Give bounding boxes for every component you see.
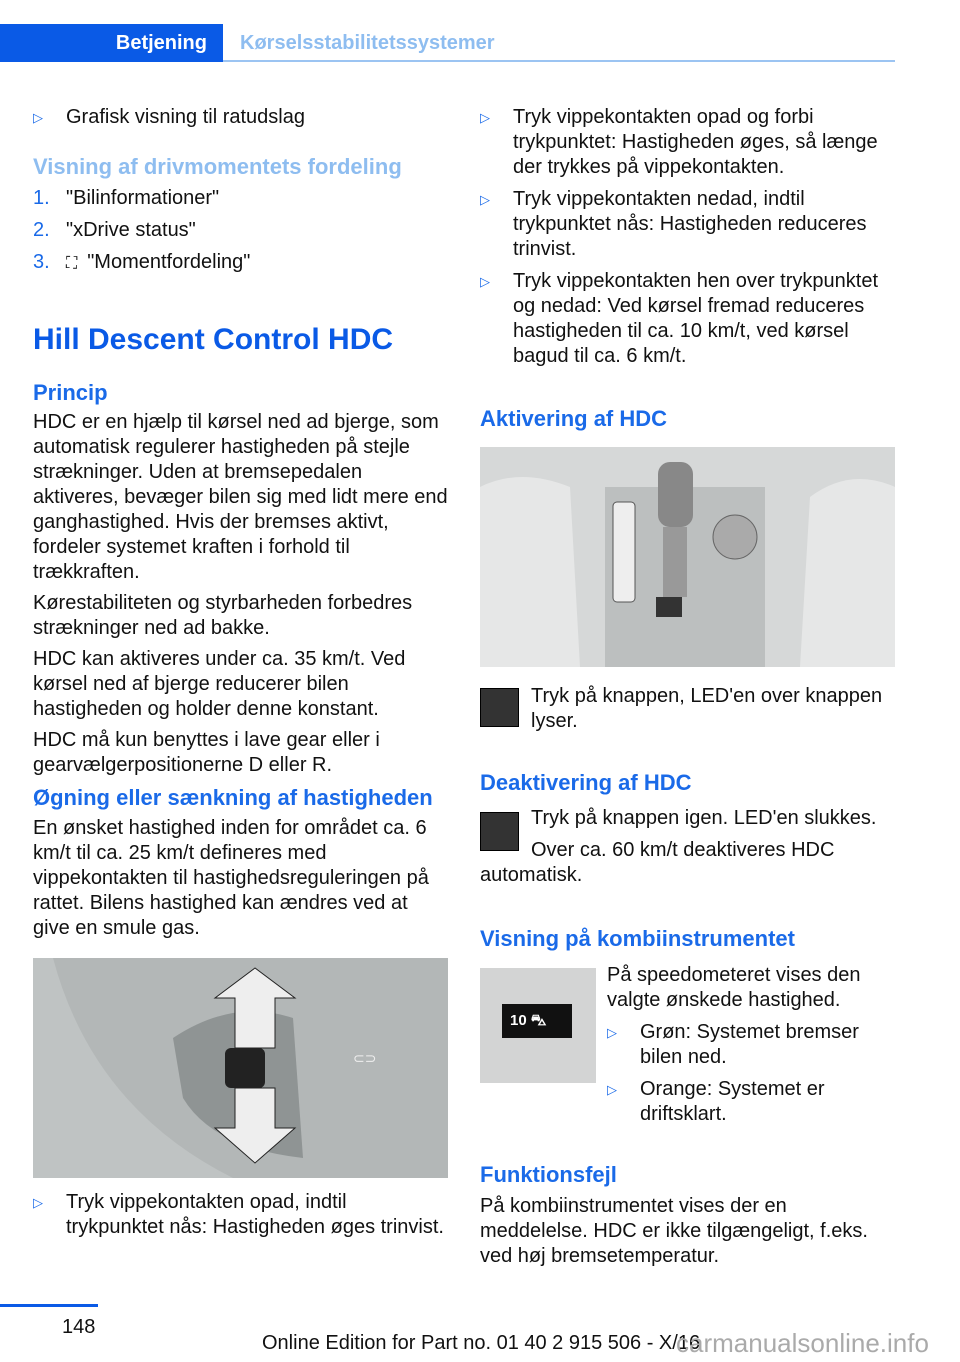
bullet-text: Orange: Systemet er driftsklart. bbox=[640, 1078, 825, 1125]
hdc-button-icon bbox=[480, 812, 519, 851]
triangle-bullet-icon: ▷ bbox=[480, 110, 490, 125]
steering-wheel-illustration bbox=[33, 958, 448, 1178]
subsection-tab: Kørselsstabilitetssystemer bbox=[240, 32, 495, 54]
paragraph: HDC må kun benyttes i lave gear eller i gearvælgerpositionerne D eller R. bbox=[33, 729, 380, 776]
step-text: "Bilinformationer" bbox=[66, 187, 220, 209]
step-2 bbox=[33, 218, 448, 250]
step-number: 2. bbox=[33, 219, 50, 241]
svg-text:⊂⊃: ⊂⊃ bbox=[353, 1050, 377, 1066]
paragraph: Kørestabiliteten og styrbarheden forbedres strækninger ned ad bakke. bbox=[33, 592, 413, 639]
steering-switch-image bbox=[33, 958, 448, 1178]
torque-icon: ⛶ bbox=[66, 255, 78, 272]
activate-text: Tryk på knappen, LED'en over knappen lyser. bbox=[531, 685, 883, 732]
center-console-image bbox=[480, 447, 895, 667]
right-bullets bbox=[480, 105, 896, 369]
page-title: Hill Descent Control HDC bbox=[33, 323, 394, 356]
left-bottom-bullet bbox=[33, 1190, 448, 1240]
section-tab: Betjening bbox=[0, 24, 223, 62]
hdc-button-icon bbox=[480, 688, 519, 727]
bullet-text: Tryk vippekontakten nedad, indtil trykpunktet nås: Hastigheden reduceres trinvist. bbox=[513, 188, 867, 260]
bullet-text: Tryk vippekontakten opad og forbi trykpunktet: Hastigheden øges, så længe der trykkes på vippekontakten. bbox=[513, 106, 878, 178]
fault-section bbox=[480, 1162, 896, 1275]
step-3 bbox=[33, 250, 448, 282]
drive-heading: Visning af drivmomentets fordeling bbox=[33, 154, 402, 179]
step-number: 3. bbox=[33, 251, 50, 273]
deactivate-text: Tryk på knappen igen. LED'en slukkes. bbox=[531, 807, 877, 829]
bullet-item bbox=[33, 1190, 448, 1240]
bullet-item bbox=[33, 105, 448, 130]
display-text-block bbox=[607, 963, 897, 1127]
triangle-bullet-icon: ▷ bbox=[607, 1025, 617, 1040]
speed-heading: Øgning eller sænkning af hastigheden bbox=[33, 785, 433, 810]
paragraph: HDC er en hjælp til kørsel ned ad bjerge, som automatisk regulerer hastigheden på stejle strækninger. Uden at bremsepedalen aktiveres, bevæger bilen sig med lidt mere end ganghastighed. Hvis der bremses aktivt, fordeler systemet kraften i forhold til trækkraften. bbox=[33, 411, 448, 583]
paragraph: En ønsket hastighed inden for området ca. 6 km/t til ca. 25 km/t defineres med vippekontakten til hastighedsreguleringen på rattet. Bilens hastighed kan ændres ved at give en smule gas. bbox=[33, 817, 429, 939]
deactivate-heading: Deaktivering af HDC bbox=[480, 770, 692, 795]
triangle-bullet-icon: ▷ bbox=[480, 274, 490, 289]
step-text: "xDrive status" bbox=[66, 219, 196, 241]
triangle-bullet-icon: ▷ bbox=[33, 1195, 43, 1210]
footer-rule bbox=[0, 1304, 98, 1307]
deactivate-section bbox=[480, 770, 896, 888]
triangle-bullet-icon: ▷ bbox=[480, 192, 490, 207]
bullet-item bbox=[480, 187, 896, 262]
bullet-item bbox=[480, 105, 896, 180]
activate-heading-wrap bbox=[480, 406, 896, 432]
deactivate-text-2: Over ca. 60 km/t deaktiveres HDC automatisk. bbox=[480, 839, 835, 886]
speed-display bbox=[502, 1004, 572, 1038]
activate-row bbox=[480, 684, 896, 734]
step-text: "Momentfordeling" bbox=[87, 251, 251, 273]
bullet-text: Tryk vippekontakten hen over trykpunktet og nedad: Ved kørsel fremad reduceres hastigheden til ca. 10 km/t, ved kørsel bagud til ca. 6 km/t. bbox=[513, 270, 878, 367]
hdc-section bbox=[33, 322, 448, 784]
bullet-text: Grøn: Systemet bremser bilen ned. bbox=[640, 1021, 859, 1068]
display-text: På speedometeret vises den valgte ønskede hastighed. bbox=[607, 964, 861, 1011]
bullet-item bbox=[607, 1020, 897, 1070]
step-1 bbox=[33, 186, 448, 218]
bullet-text: Grafisk visning til ratudslag bbox=[66, 106, 305, 128]
fault-heading: Funktionsfejl bbox=[480, 1162, 617, 1187]
speed-section bbox=[33, 785, 448, 947]
triangle-bullet-icon: ▷ bbox=[607, 1082, 617, 1097]
fault-text: På kombiinstrumentet vises der en meddelelse. HDC er ikke tilgængeligt, f.eks. ved høj bremsetemperatur. bbox=[480, 1195, 868, 1267]
bullet-item bbox=[480, 269, 896, 369]
paragraph: HDC kan aktiveres under ca. 35 km/t. Ved kørsel ned af bjerge reducerer bilen hastigheden og holder denne konstant. bbox=[33, 648, 406, 720]
activate-heading: Aktivering af HDC bbox=[480, 406, 668, 431]
display-heading: Visning på kombiinstrumentet bbox=[480, 926, 795, 951]
page-header bbox=[0, 24, 895, 62]
watermark: carmanualsonline.info bbox=[676, 1328, 929, 1358]
step-number: 1. bbox=[33, 187, 50, 209]
console-illustration bbox=[480, 447, 895, 667]
bullet-item bbox=[607, 1077, 897, 1127]
bullet-text: Tryk vippekontakten opad, indtil trykpunktet nås: Hastigheden øges trinvist. bbox=[66, 1191, 444, 1238]
instrument-display-image bbox=[480, 968, 596, 1083]
left-column bbox=[33, 105, 448, 282]
display-heading-wrap bbox=[480, 926, 896, 952]
display-speed: 10 bbox=[510, 1012, 527, 1029]
princip-heading: Princip bbox=[33, 380, 108, 405]
page-number: 148 bbox=[62, 1316, 96, 1338]
triangle-bullet-icon: ▷ bbox=[33, 110, 43, 125]
edition-text: Online Edition for Part no. 01 40 2 915 506 - X/16 bbox=[262, 1332, 701, 1354]
hdc-car-icon: ⛍ bbox=[530, 1012, 547, 1029]
